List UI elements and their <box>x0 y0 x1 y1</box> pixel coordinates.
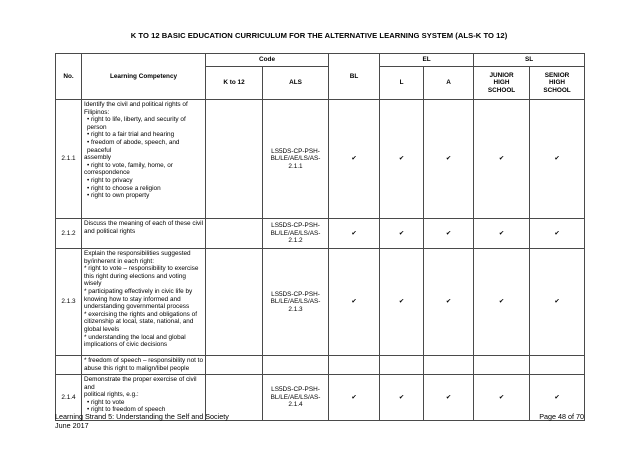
header-junior-high-school: JUNIOR HIGH SCHOOL <box>474 67 530 100</box>
competency-text: Demonstrate the proper exercise of civil and political rights, e.g.: • right to vote • right to freedom of speech <box>82 375 206 421</box>
competency-text: * freedom of speech – responsibility not to abuse this right to malign/libel people <box>82 356 206 375</box>
header-a: A <box>424 67 474 100</box>
row-number: 2.1.3 <box>56 249 82 356</box>
table-row <box>56 249 585 356</box>
table-row <box>56 100 585 219</box>
check-senior-high: ✔ <box>530 249 585 356</box>
table-row <box>56 356 585 375</box>
als-code: LS5DS-CP-PSH- BL/LE/AE/LS/AS- 2.1.4 <box>263 375 329 421</box>
row-number <box>56 356 82 375</box>
check-bl: ✔ <box>329 100 380 219</box>
competency-text: Explain the responsibilities suggested by/inherent in each right: * right to vote – responsibility to exercise this right during elections and voting wisely * participating effectively in civic life by knowing how to stay informed and understanding governmental process * exercising the rights and obligations of citizenship at local, state, national, and global levels * understanding the local and global implications of civic decisions <box>82 249 206 356</box>
check-senior-high: ✔ <box>530 375 585 421</box>
k12-code <box>206 356 263 375</box>
k12-code <box>206 100 263 219</box>
document-title: K TO 12 BASIC EDUCATION CURRICULUM FOR THE ALTERNATIVE LEARNING SYSTEM (ALS-K TO 12) <box>130 31 508 40</box>
empty-bl <box>329 356 380 375</box>
footer-strand: Learning Strand 5: Understanding the Self and Society <box>55 412 229 421</box>
empty-el-l <box>380 356 424 375</box>
header-no: No. <box>56 54 82 100</box>
check-el-l: ✔ <box>380 219 424 249</box>
check-bl: ✔ <box>329 249 380 356</box>
check-senior-high: ✔ <box>530 219 585 249</box>
check-el-l: ✔ <box>380 249 424 356</box>
row-number: 2.1.2 <box>56 219 82 249</box>
footer-date: June 2017 <box>55 421 89 430</box>
competency-text: Discuss the meaning of each of these civil and political rights <box>82 219 206 249</box>
header-sl: SL <box>474 54 585 67</box>
empty-el-a <box>424 356 474 375</box>
header-k12: K to 12 <box>206 67 263 100</box>
als-code: LS5DS-CP-PSH- BL/LE/AE/LS/AS- 2.1.1 <box>263 100 329 219</box>
check-el-a: ✔ <box>424 375 474 421</box>
k12-code <box>206 249 263 356</box>
header-als: ALS <box>263 67 329 100</box>
footer-page-number: Page 48 of 70 <box>539 412 584 421</box>
header-code: Code <box>206 54 329 67</box>
table-row <box>56 219 585 249</box>
curriculum-table <box>55 53 585 421</box>
header-senior-high-school: SENIOR HIGH SCHOOL <box>530 67 585 100</box>
check-el-a: ✔ <box>424 219 474 249</box>
check-junior-high: ✔ <box>474 249 530 356</box>
check-el-l: ✔ <box>380 100 424 219</box>
check-senior-high: ✔ <box>530 100 585 219</box>
als-code <box>263 356 329 375</box>
header-l: L <box>380 67 424 100</box>
als-code: LS5DS-CP-PSH- BL/LE/AE/LS/AS- 2.1.2 <box>263 219 329 249</box>
check-el-a: ✔ <box>424 249 474 356</box>
check-junior-high: ✔ <box>474 100 530 219</box>
check-bl: ✔ <box>329 375 380 421</box>
check-el-l: ✔ <box>380 375 424 421</box>
footer-left <box>55 412 229 430</box>
check-bl: ✔ <box>329 219 380 249</box>
als-code: LS5DS-CP-PSH- BL/LE/AE/LS/AS- 2.1.3 <box>263 249 329 356</box>
empty-senior-high <box>530 356 585 375</box>
competency-text: Identify the civil and political rights of Filipinos: • right to life, liberty, and security of person • right to a fair trial and hearing • freedom of abode, speech, and peaceful assembly • right to vote, family, home, or correspondence • right to privacy • right to choose a religion • right to own property <box>82 100 206 219</box>
check-el-a: ✔ <box>424 100 474 219</box>
empty-junior-high <box>474 356 530 375</box>
row-number: 2.1.1 <box>56 100 82 219</box>
header-bl: BL <box>329 54 380 100</box>
header-el: EL <box>380 54 474 67</box>
check-junior-high: ✔ <box>474 219 530 249</box>
header-competency: Learning Competency <box>82 54 206 100</box>
check-junior-high: ✔ <box>474 375 530 421</box>
row-number: 2.1.4 <box>56 375 82 421</box>
k12-code <box>206 219 263 249</box>
